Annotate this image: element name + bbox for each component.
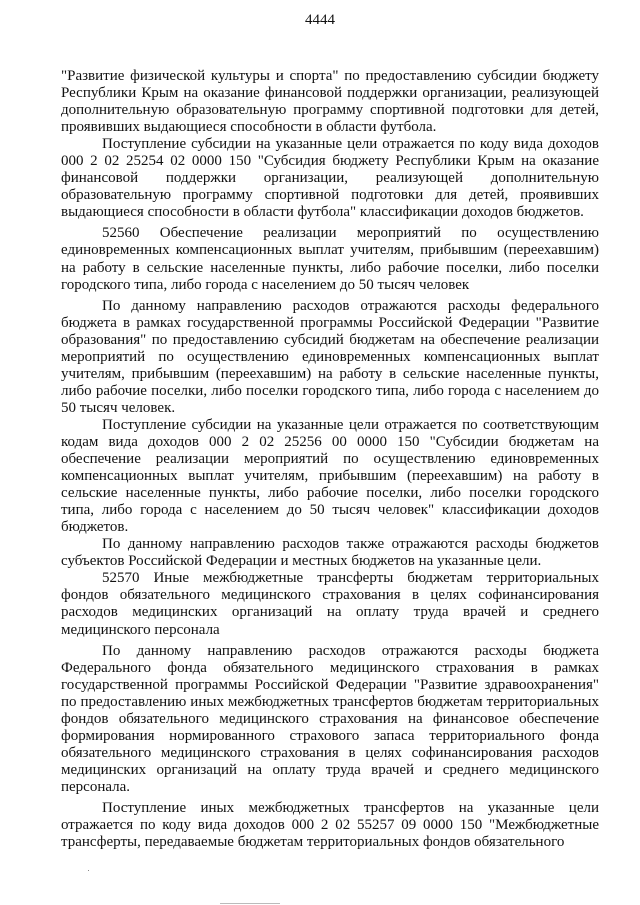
paragraph: 52560 Обеспечение реализации мероприятий по осуществлению единовременных компенсационных выплат учителям, прибывшим (переехавшим) на работу в сельские населенные пункты, либо рабочие поселки, либо поселки городского типа, либо города с населением до 50 тысяч человек <box>61 225 599 293</box>
scan-artifact <box>88 870 89 871</box>
paragraph: По данному направлению расходов также отражаются расходы бюджетов субъектов Российской Федерации и местных бюджетов на указанные цели. <box>61 536 599 570</box>
scan-artifact <box>220 903 280 904</box>
page-number: 4444 <box>305 12 335 28</box>
paragraph: По данному направлению расходов отражаются расходы федерального бюджета в рамках государственной программы Российской Федерации "Развитие образования" по предоставлению субсидий бюджетам на обеспечение реализации мероприятий по осуществлению единовременных компенсационных выплат учителям, прибывшим (переехавшим) на работу в сельские населенные пункты, либо рабочие поселки, либо поселки городского типа, либо города с населением до 50 тысяч человек. <box>61 297 599 416</box>
paragraph: 52570 Иные межбюджетные трансферты бюджетам территориальных фондов обязательного медицинского страхования в целях софинансирования расходов медицинских организаций на оплату труда врачей и среднего медицинского персонала <box>61 570 599 638</box>
paragraph: Поступление субсидии на указанные цели отражается по коду вида доходов 000 2 02 25254 02 0000 150 "Субсидия бюджету Республики Крым на оказание финансовой поддержки организации, реализующей дополнительную образовательную программу спортивной подготовки для детей, проявивших выдающиеся способности в области футбола" классификации доходов бюджетов. <box>61 136 599 221</box>
paragraph: "Развитие физической культуры и спорта" по предоставлению субсидии бюджету Республики Крым на оказание финансовой поддержки организации, реализующей дополнительную образовательную программу спортивной подготовки для детей, проявивших выдающиеся способности в области футбола. <box>61 68 599 136</box>
paragraph: Поступление субсидии на указанные цели отражается по соответствующим кодам вида доходов 000 2 02 25256 00 0000 150 "Субсидии бюджетам на обеспечение реализации мероприятий по осуществлению единовременных компенсационных выплат учителям, прибывшим (переехавшим) на работу в сельские населенные пункты, либо рабочие поселки, либо поселки городского типа, либо города с населением до 50 тысяч человек" классификации доходов бюджетов. <box>61 416 599 536</box>
paragraph: По данному направлению расходов отражаются расходы бюджета Федерального фонда обязательного медицинского страхования в рамках государственной программы Российской Федерации "Развитие здравоохранения" по предоставлению иных межбюджетных трансфертов бюджетам территориальных фондов обязательного медицинского страхования на финансовое обеспечение формирования нормированного страхового запаса территориального фонда обязательного медицинского страхования в целях софинансирования расходов медицинских организаций на оплату труда врачей и среднего медицинского персонала. <box>61 642 599 795</box>
paragraph: Поступление иных межбюджетных трансфертов на указанные цели отражается по коду вида доходов 000 2 02 55257 09 0000 150 "Межбюджетные трансферты, передаваемые бюджетам территориальных фондов обязательного <box>61 799 599 851</box>
document-body <box>61 68 599 851</box>
